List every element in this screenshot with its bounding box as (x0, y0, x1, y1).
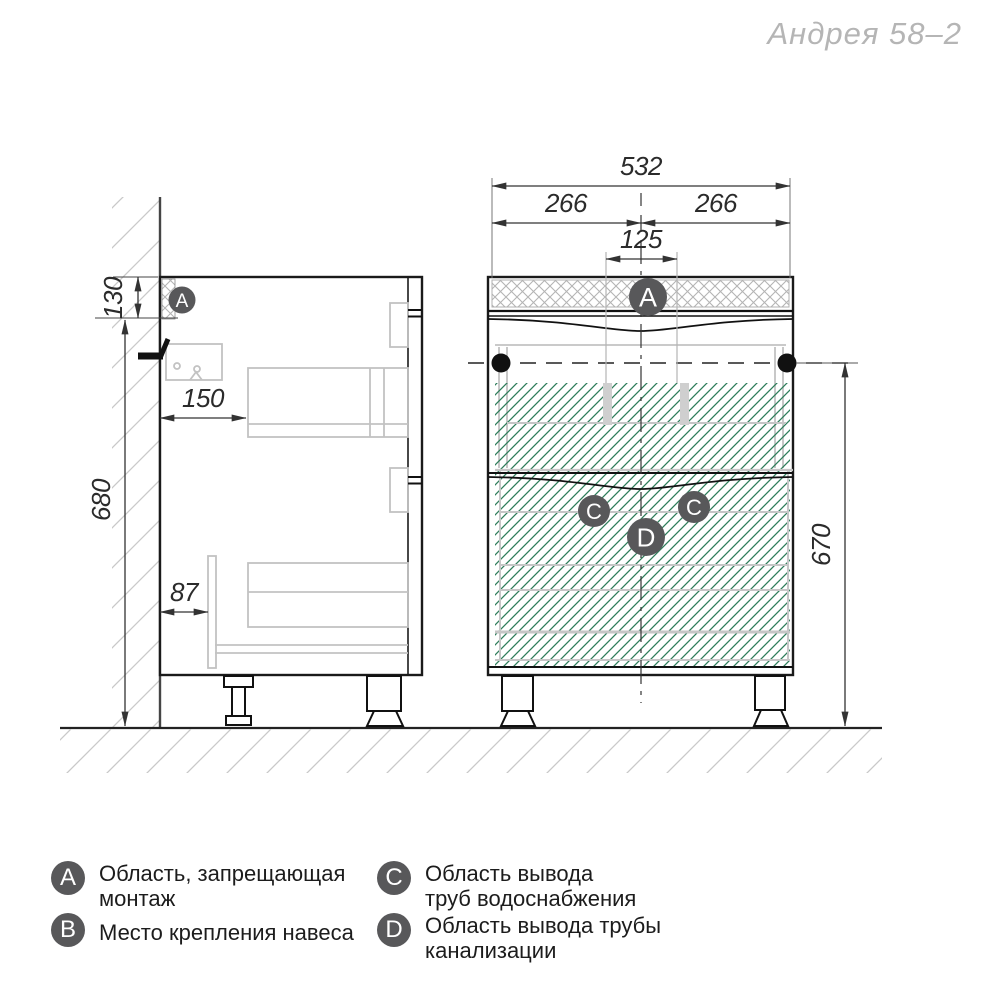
svg-text:D: D (636, 522, 656, 553)
svg-text:C: C (586, 499, 602, 524)
front-zone-a-badge (629, 278, 667, 316)
legend-badge-c (377, 861, 411, 895)
drawing-title: Андрея 58–2 (767, 16, 962, 51)
mount-point-right (778, 354, 797, 373)
dim-130: 130 (98, 277, 128, 319)
floor-hatch (60, 729, 882, 773)
dim-266-left: 266 (545, 188, 587, 218)
side-zone-a-badge (169, 287, 196, 314)
legend-item-c (377, 861, 636, 911)
legend-badge-d-letter: D (385, 916, 403, 943)
legend-item-a (51, 861, 345, 911)
legend-item-b (51, 913, 354, 947)
svg-text:A: A (175, 291, 189, 312)
legend-text-c: Область вывода труб водоснабжения (425, 861, 637, 911)
legend-badge-b (51, 913, 85, 947)
dim-87: 87 (170, 577, 198, 607)
side-cabinet-outline (160, 277, 422, 675)
legend-badge-c-letter: C (385, 864, 403, 891)
svg-text:C: C (686, 495, 702, 520)
legend-text-d: Область вывода трубы канализации (425, 913, 662, 963)
dim-680: 680 (86, 479, 116, 521)
dim-670: 670 (806, 524, 836, 566)
dim-150: 150 (182, 383, 224, 413)
front-feet (501, 676, 788, 726)
legend-text-a: Область, запрещающая монтаж (99, 861, 346, 911)
legend-badge-a-letter: A (59, 864, 76, 891)
dim-266-right: 266 (695, 188, 737, 218)
front-view (468, 151, 858, 726)
mount-point-left (492, 354, 511, 373)
pipe-badge-left (578, 495, 610, 527)
dim-532: 532 (620, 151, 662, 181)
side-feet (224, 676, 403, 726)
legend-badge-d (377, 913, 411, 947)
svg-text:A: A (638, 282, 658, 313)
pipe-badge-right (678, 491, 710, 523)
dim-125: 125 (620, 224, 662, 254)
siphon-bracket-right (680, 383, 689, 425)
siphon-bracket-left (603, 383, 612, 425)
legend-badge-b-letter: B (59, 916, 76, 943)
legend-item-d (377, 913, 661, 963)
legend-text-b: Место крепления навеса (99, 920, 354, 945)
drain-badge (627, 518, 665, 556)
legend-badge-a (51, 861, 85, 895)
